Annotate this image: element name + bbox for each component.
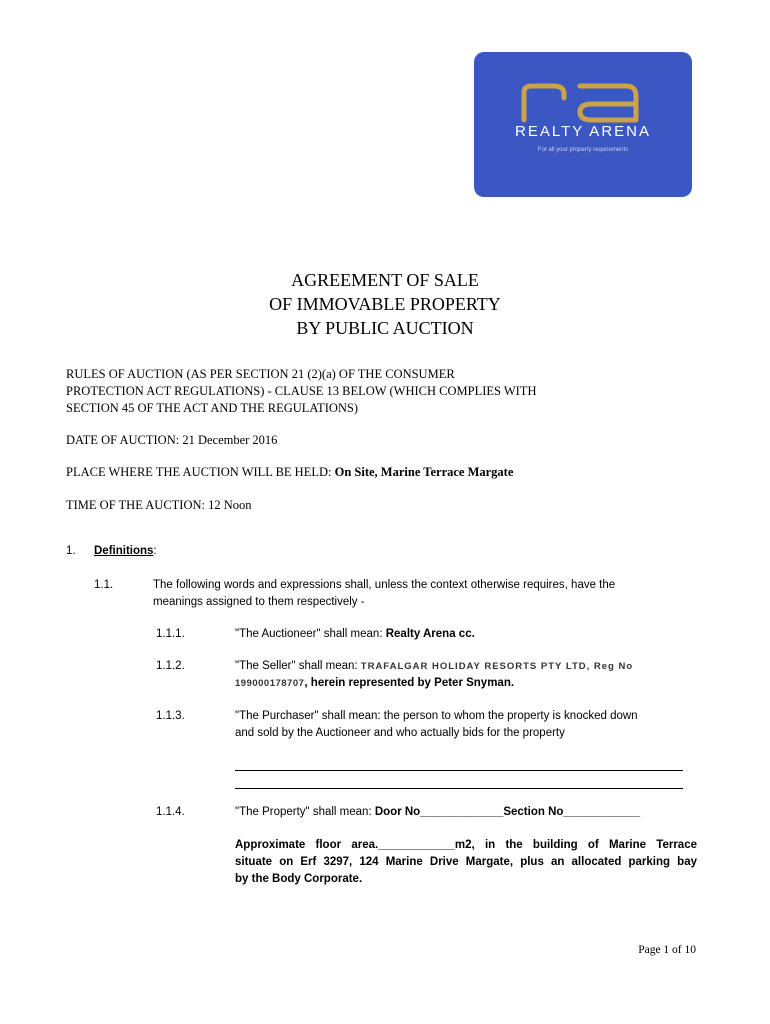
definitions-colon: : [153, 545, 157, 557]
clause-1-1-2-number: 1.1.2. [156, 660, 185, 672]
seller-company: TRAFALGAR HOLIDAY RESORTS PTY LTD, Reg No [360, 661, 634, 672]
purchaser-blank-line-2 [235, 788, 683, 789]
auction-date-value: 21 December 2016 [182, 433, 278, 447]
property-description-line-2: situate on Erf 3297, 124 Marine Drive Margate, plus an allocated parking bay [235, 856, 697, 868]
auction-place-value: On Site, Marine Terrace Margate [334, 465, 514, 479]
auctioneer-name: Realty Arena cc. [385, 628, 475, 640]
auction-date-label: DATE OF AUCTION: [66, 433, 180, 447]
clause-1-1-3-line-2: and sold by the Auctioneer and who actually bids for the property [235, 727, 565, 739]
logo-tagline: For all your property requirements [537, 147, 629, 153]
clause-1-1-1-text [235, 626, 475, 643]
clause-1-1-1-number: 1.1.1. [156, 628, 185, 640]
rules-of-auction [66, 366, 536, 417]
auction-time [66, 497, 252, 514]
rules-line-1: RULES OF AUCTION (AS PER SECTION 21 (2)(a) OF THE CONSUMER [66, 367, 455, 381]
property-definition: "The Property" shall mean: [235, 806, 375, 818]
logo-brand-text: REALTY ARENA [515, 123, 651, 140]
clause-1-1-3-number: 1.1.3. [156, 710, 185, 722]
seller-definition: "The Seller" shall mean: [235, 660, 361, 672]
definitions-heading: Definitions [94, 545, 154, 557]
auction-time-value: 12 Noon [208, 498, 252, 512]
section-1-number: 1. [66, 545, 76, 557]
realty-arena-logo [474, 52, 692, 197]
rules-line-3: SECTION 45 OF THE ACT AND THE REGULATIONS) [66, 401, 359, 415]
auction-time-label: TIME OF THE AUCTION: [66, 498, 206, 512]
property-description-line-3: by the Body Corporate. [235, 873, 363, 885]
seller-reg-number: 199000178707 [235, 678, 305, 689]
title-line-2: OF IMMOVABLE PROPERTY [269, 294, 501, 314]
clause-1-1-2-line-1 [235, 658, 697, 675]
clause-1-1-3-line-1: "The Purchaser" shall mean: the person to whom the property is knocked down [235, 710, 638, 722]
clause-1-1-line-2: meanings assigned to them respectively - [153, 596, 365, 608]
purchaser-blank-line-1 [235, 770, 683, 771]
title-line-3: BY PUBLIC AUCTION [296, 318, 474, 338]
auctioneer-definition: "The Auctioneer" shall mean: [235, 628, 386, 640]
page-number: Page 1 of 10 [638, 944, 696, 956]
clause-1-1-4-number: 1.1.4. [156, 806, 185, 818]
property-description-line-1: Approximate floor area.____________m2, in the building of Marine Terrace [235, 839, 697, 851]
clause-1-1-line-1: The following words and expressions shall, unless the context otherwise requires, have the [153, 579, 616, 591]
section-1-heading [94, 543, 157, 560]
clause-1-1-number: 1.1. [94, 579, 114, 591]
property-door-section: Door No_____________Section No____________ [374, 806, 641, 818]
auction-date [66, 432, 277, 449]
rules-line-2: PROTECTION ACT REGULATIONS) - CLAUSE 13 BELOW (WHICH COMPLIES WITH [66, 384, 537, 398]
clause-1-1-2-line-2 [235, 675, 514, 692]
clause-1-1-4-text [235, 804, 640, 821]
seller-representative: , herein represented by Peter Snyman. [304, 677, 515, 689]
document-title [0, 268, 770, 340]
auction-place-label: PLACE WHERE THE AUCTION WILL BE HELD: [66, 465, 332, 479]
title-line-1: AGREEMENT OF SALE [291, 270, 479, 290]
auction-place [66, 464, 513, 481]
